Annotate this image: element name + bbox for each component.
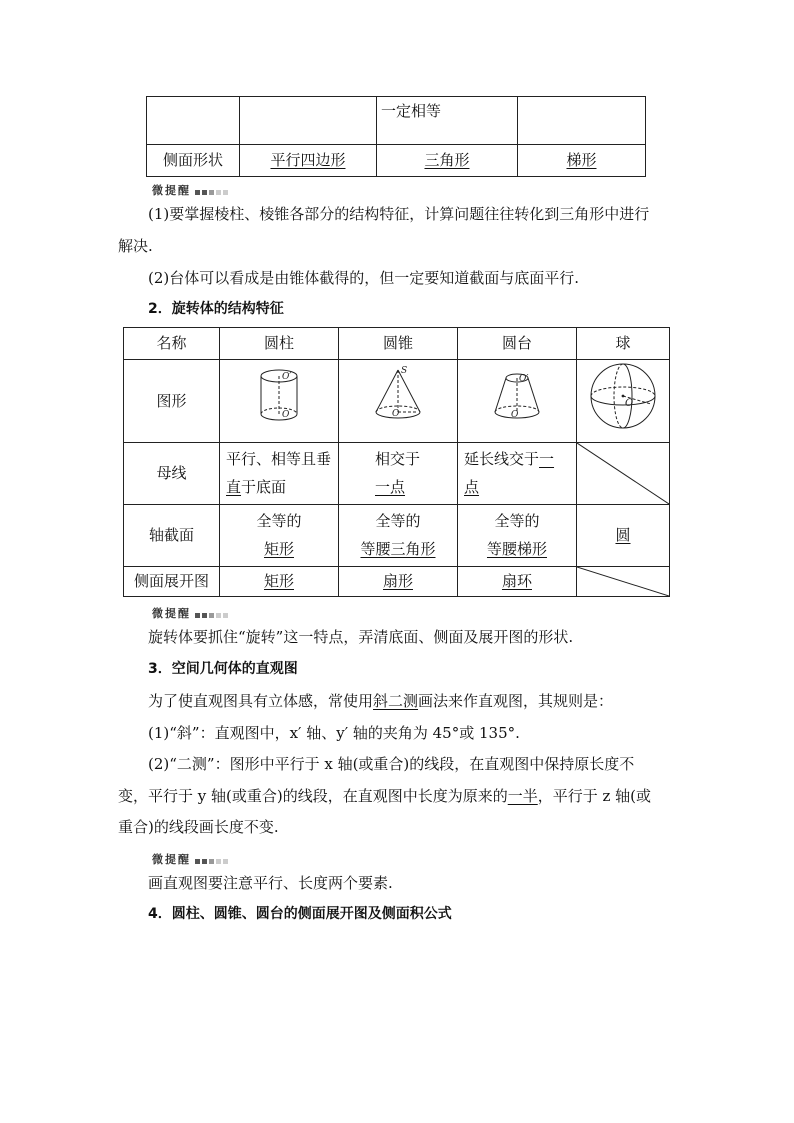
label-o: O [511,410,519,420]
text-part: ，平行于 z 轴(或 [537,787,652,805]
cell-text-part: 相交于 [375,449,421,468]
tip1-p2: (2)台体可以看成是由锥体截得的，但一定要知道截面与底面平行. [148,269,580,287]
section-title: 2．旋转体的结构特征 [148,301,284,317]
cell-text: 扇形 [339,566,458,596]
row-label: 轴截面 [124,504,220,566]
cell-text-underlined: 等腰梯形 [486,540,547,558]
cylinder-figure-cell [220,360,339,443]
col-header: 圆柱 [220,328,339,360]
cell-text: 圆 [577,504,670,566]
label-o-prime: O′ [282,372,292,382]
cell-text-underlined: 一点 [375,478,406,496]
cell-text [458,504,577,566]
col-header: 圆锥 [339,328,458,360]
row-label: 母线 [124,442,220,504]
tip2-text: 旋转体要抓住“旋转”这一特点，弄清底面、侧面及展开图的形状. [148,628,574,646]
tip-dots [195,854,230,867]
tip3-text: 画直观图要注意平行、长度两个要素. [148,874,393,892]
table-cell [518,97,646,145]
col-header: 名称 [124,328,220,360]
sphere-figure-cell [577,360,670,443]
cell-text: 梯形 [518,145,646,177]
row-label: 侧面展开图 [124,566,220,596]
cell-text-part: 于底面 [241,478,287,496]
empty-diagonal-cell [577,566,670,596]
col-header: 球 [577,328,670,360]
label-o: O [625,398,634,409]
cell-text [220,504,339,566]
text-underlined: 斜二测 [373,692,419,710]
section-title: 3．空间几何体的直观图 [148,661,298,677]
tip1-p1: (1)要掌握棱柱、棱锥各部分的结构特征，计算问题往往转化到三角形中进行 [148,205,650,223]
cell-text-underlined: 点 [464,478,480,496]
section-title: 4．圆柱、圆锥、圆台的侧面展开图及侧面积公式 [148,906,452,922]
text-part: 画法来作直观图，其规则是： [418,692,614,710]
row-label: 图形 [124,360,220,443]
s3-intro [148,686,613,717]
row-label: 侧面形状 [147,145,240,177]
tip-heading [152,182,230,198]
cell-text [220,442,339,504]
tip-heading [152,605,230,621]
cell-text-part: 全等的 [375,511,421,530]
tip-label: 微提醒 [152,184,191,197]
label-o-prime: O′ [519,374,529,384]
cell-text-part: 全等的 [256,511,302,530]
sphere-figure [587,360,659,432]
frustum-figure-cell [458,360,577,443]
s3-rule2-line1: (2)“二测”：图形中平行于 x 轴(或重合)的线段，在直观图中保持原长度不 [148,755,635,773]
cell-text: 一定相等 [381,102,442,120]
cell-text [458,442,577,504]
cell-text-underlined: 一 [539,449,555,468]
cone-figure [368,364,428,428]
cell-text-underlined: 矩形 [263,540,294,558]
cell-text: 矩形 [220,566,339,596]
cell-text-part: 延长线交于 [464,449,540,468]
cell-text: 三角形 [377,145,518,177]
cell-text-part: 平行、相等且垂 [226,449,332,468]
cell-text [339,442,458,504]
s3-rule1: (1)“斜”：直观图中，x′ 轴、y′ 轴的夹角为 45°或 135°. [148,724,520,742]
tip-label: 微提醒 [152,853,191,866]
table-cell [147,97,240,145]
tip-dots [195,608,230,621]
label-o: O [392,409,400,419]
cell-text-underlined: 直 [226,478,242,496]
cell-text: 平行四边形 [240,145,377,177]
tip-dots [195,185,230,198]
cell-text [339,504,458,566]
table-cell [377,97,518,145]
cell-text: 扇环 [458,566,577,596]
cylinder-figure [249,364,309,428]
prism-table-fragment [146,96,646,177]
text-underlined: 一半 [507,787,538,805]
label-o: O [282,410,290,420]
frustum-figure [487,364,547,428]
text-part: 变，平行于 y 轴(或重合)的线段，在直观图中长度为原来的 [118,787,508,805]
s3-rule2-line2 [118,781,651,812]
tip-heading [152,851,230,867]
tip-label: 微提醒 [152,607,191,620]
s3-rule2-line3: 重合)的线段画长度不变. [118,818,279,836]
tip1-p1b: 解决. [118,237,153,255]
cone-figure-cell [339,360,458,443]
col-header: 圆台 [458,328,577,360]
table-cell [240,97,377,145]
cell-text-underlined: 等腰三角形 [360,540,436,558]
empty-diagonal-cell [577,442,670,504]
cell-text-part: 全等的 [494,511,540,530]
label-s: S [401,366,408,376]
rotation-body-table [123,327,670,597]
text-part: 为了使直观图具有立体感，常使用 [148,692,374,710]
